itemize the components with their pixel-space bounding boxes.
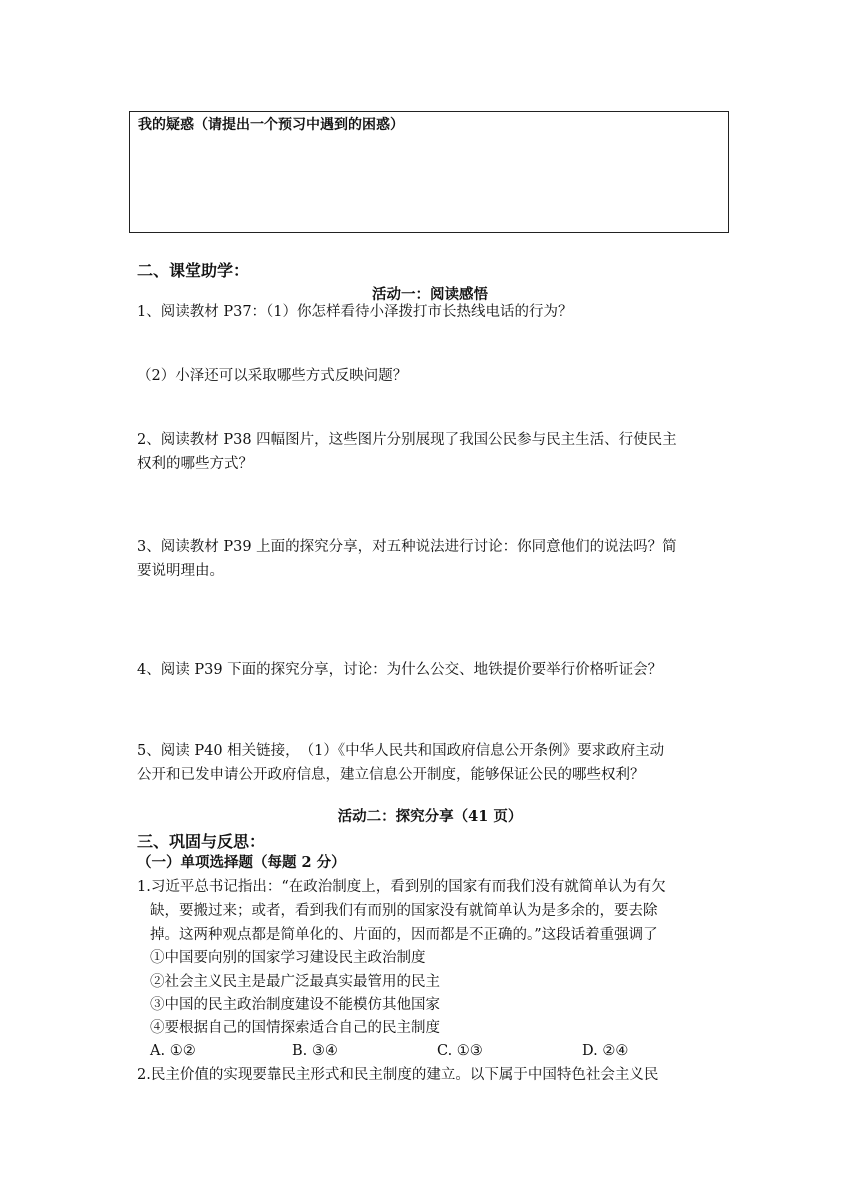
mc1-choice-b[interactable]: B. ③④ xyxy=(292,1043,338,1059)
question-1-line2: （2）小泽还可以采取哪些方式反映问题？ xyxy=(137,368,408,384)
mc1-line3: 掉。这两种观点都是简单化的、片面的，因而都是不正确的。”这段话着重强调了 xyxy=(150,927,658,943)
mc1-choice-c[interactable]: C. ①③ xyxy=(437,1043,483,1059)
mc1-choice-d[interactable]: D. ②④ xyxy=(582,1043,629,1059)
activity2-title: 活动二：探究分享（41 页） xyxy=(337,808,523,825)
doubt-box[interactable] xyxy=(129,111,729,233)
question-1-line1: 1、阅读教材 P37：（1）你怎样看待小泽拨打市长热线电话的行为？ xyxy=(137,304,573,320)
mc2-line1: 2.民主价值的实现要靠民主形式和民主制度的建立。以下属于中国特色社会主义民 xyxy=(137,1067,659,1083)
question-2-line2: 权利的哪些方式？ xyxy=(137,456,253,472)
section3-heading: 三、巩固与反思： xyxy=(137,832,266,851)
section2-heading: 二、课堂助学： xyxy=(137,261,250,280)
question-4: 4、阅读 P39 下面的探究分享，讨论：为什么公交、地铁提价要举行价格听证会？ xyxy=(137,662,663,678)
mc1-choice-a[interactable]: A. ①② xyxy=(150,1043,196,1059)
section3-subheading: （一）单项选择题（每题 2 分） xyxy=(137,854,346,871)
doubt-box-title: 我的疑惑（请提出一个预习中遇到的困惑） xyxy=(138,117,404,133)
activity1-title: 活动一：阅读感悟 xyxy=(372,286,488,303)
mc1-line1: 1.习近平总书记指出：“在政治制度上，看到别的国家有而我们没有就简单认为有欠 xyxy=(137,879,666,895)
question-5-line2: 公开和已发申请公开政府信息，建立信息公开制度，能够保证公民的哪些权利？ xyxy=(137,767,645,783)
mc1-option-3: ③中国的民主政治制度建设不能模仿其他国家 xyxy=(150,997,440,1013)
mc1-option-2: ②社会主义民主是最广泛最真实最管用的民主 xyxy=(150,974,440,990)
question-2-line1: 2、阅读教材 P38 四幅图片，这些图片分别展现了我国公民参与民主生活、行使民主 xyxy=(137,432,677,448)
mc1-line2: 缺，要搬过来；或者，看到我们有而别的国家没有就简单认为是多余的，要去除 xyxy=(150,903,658,919)
question-5-line1: 5、阅读 P40 相关链接， （1）《中华人民共和国政府信息公开条例》要求政府主动 xyxy=(137,743,665,759)
question-3-line1: 3、阅读教材 P39 上面的探究分享，对五种说法进行讨论：你同意他们的说法吗？简 xyxy=(137,539,677,555)
question-3-line2: 要说明理由。 xyxy=(137,563,224,579)
mc1-option-1: ①中国要向别的国家学习建设民主政治制度 xyxy=(150,950,426,966)
mc1-option-4: ④要根据自己的国情探索适合自己的民主制度 xyxy=(150,1020,440,1036)
